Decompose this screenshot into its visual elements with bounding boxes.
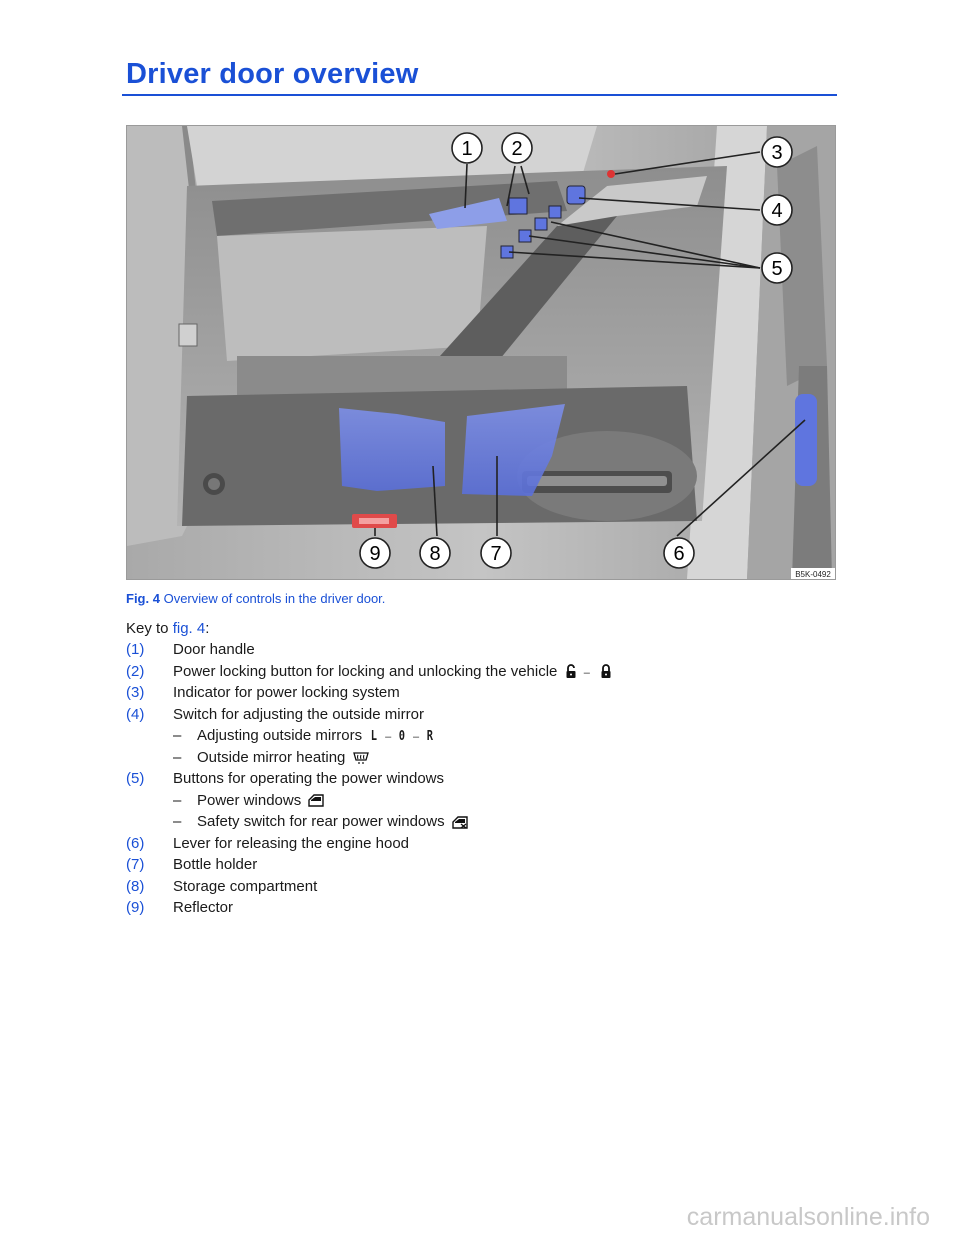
svg-text:5: 5: [771, 258, 783, 280]
item-number-link[interactable]: (9): [126, 899, 145, 916]
item-text: Indicator for power locking system: [173, 684, 400, 701]
window-lock-icon: [452, 816, 468, 829]
bullet-dash: –: [173, 791, 182, 809]
item-number-link[interactable]: (2): [126, 662, 145, 680]
locked-lock-icon: [600, 664, 612, 679]
list-item: [126, 639, 826, 661]
sub-item-text: Safety switch for rear power windows: [197, 813, 445, 830]
list-item: [126, 833, 826, 855]
item-text: Lever for releasing the engine hood: [173, 834, 410, 852]
svg-text:6: 6: [673, 543, 685, 565]
item-text: Buttons for operating the power windows: [173, 770, 444, 787]
sub-item-text: Power windows: [197, 791, 302, 809]
list-item: [126, 897, 826, 919]
bullet-dash: –: [173, 727, 182, 744]
mirror-off-symbol: 0: [398, 729, 406, 744]
sub-item-text-wrap: [197, 725, 438, 749]
separator-dash: –: [413, 731, 420, 743]
key-intro-prefix: Key to: [126, 620, 173, 637]
item-number-link[interactable]: (6): [126, 834, 145, 852]
item-text: Bottle holder: [173, 856, 258, 873]
key-intro: [126, 620, 209, 637]
callout-9: [360, 538, 390, 568]
title-rule: [122, 94, 837, 96]
driver-door-figure: [126, 125, 836, 580]
sub-item-text: Adjusting outside mirrors: [197, 727, 363, 744]
callout-4: [762, 195, 792, 225]
list-item: [126, 704, 826, 726]
bullet-dash: –: [173, 813, 182, 830]
callout-5: [762, 253, 792, 283]
list-item: [126, 854, 826, 876]
separator-dash: –: [385, 731, 392, 743]
sub-item-text-wrap: [197, 790, 324, 812]
sub-item-text: Outside mirror heating: [197, 748, 346, 766]
callout-1: [452, 133, 482, 163]
svg-text:8: 8: [429, 543, 441, 565]
item-number-link[interactable]: (4): [126, 705, 145, 723]
sub-item-text-wrap: [197, 747, 369, 769]
list-item: [126, 682, 826, 704]
key-intro-suffix: :: [205, 620, 210, 637]
mirror-right-symbol: R: [426, 729, 434, 744]
bullet-dash: –: [173, 748, 182, 766]
svg-text:1: 1: [461, 138, 473, 160]
list-item: [126, 768, 826, 790]
item-number-link[interactable]: (8): [126, 877, 145, 895]
item-number-link[interactable]: (3): [126, 684, 145, 701]
item-text: Door handle: [173, 641, 255, 658]
item-text: Power locking button for locking and unlocking the vehicle: [173, 662, 558, 680]
svg-text:7: 7: [490, 543, 502, 565]
item-text: Storage compartment: [173, 877, 318, 895]
svg-text:4: 4: [771, 200, 783, 222]
callout-2: [502, 133, 532, 163]
callout-6: [664, 538, 694, 568]
list-item: [126, 876, 826, 898]
sub-list-item: [126, 747, 826, 769]
callout-8: [420, 538, 450, 568]
sub-list-item: [126, 811, 826, 833]
callout-7: [481, 538, 511, 568]
key-list: [126, 639, 826, 919]
separator-dash: –: [583, 666, 590, 679]
item-text: Reflector: [173, 899, 234, 916]
sub-list-item: [126, 790, 826, 812]
sub-item-text-wrap: [197, 811, 468, 833]
power-window-icon: [308, 794, 324, 807]
caption-label: Fig. 4: [126, 591, 160, 606]
item-number-link[interactable]: (5): [126, 770, 145, 787]
mirror-left-symbol: L: [371, 729, 378, 744]
fig-link[interactable]: fig. 4: [172, 620, 206, 637]
item-text-wrap: [173, 661, 612, 685]
door-illustration: [127, 126, 835, 579]
sub-list-item: [126, 725, 826, 747]
item-number-link[interactable]: (1): [126, 641, 145, 658]
figure-caption: [126, 591, 385, 606]
svg-text:3: 3: [771, 142, 783, 164]
svg-text:2: 2: [511, 138, 523, 160]
watermark: carmanualsonline.info: [686, 1203, 930, 1231]
page-title: Driver door overview: [126, 58, 419, 90]
callout-3: [762, 137, 792, 167]
svg-text:9: 9: [369, 543, 381, 565]
item-number-link[interactable]: (7): [126, 856, 145, 873]
item-text: Switch for adjusting the outside mirror: [173, 705, 424, 723]
unlocked-lock-icon: [565, 664, 577, 679]
mirror-heating-icon: [353, 751, 369, 765]
figure-code: B5K-0492: [795, 570, 831, 579]
list-item: [126, 661, 826, 683]
caption-text: Overview of controls in the driver door.: [163, 591, 386, 606]
